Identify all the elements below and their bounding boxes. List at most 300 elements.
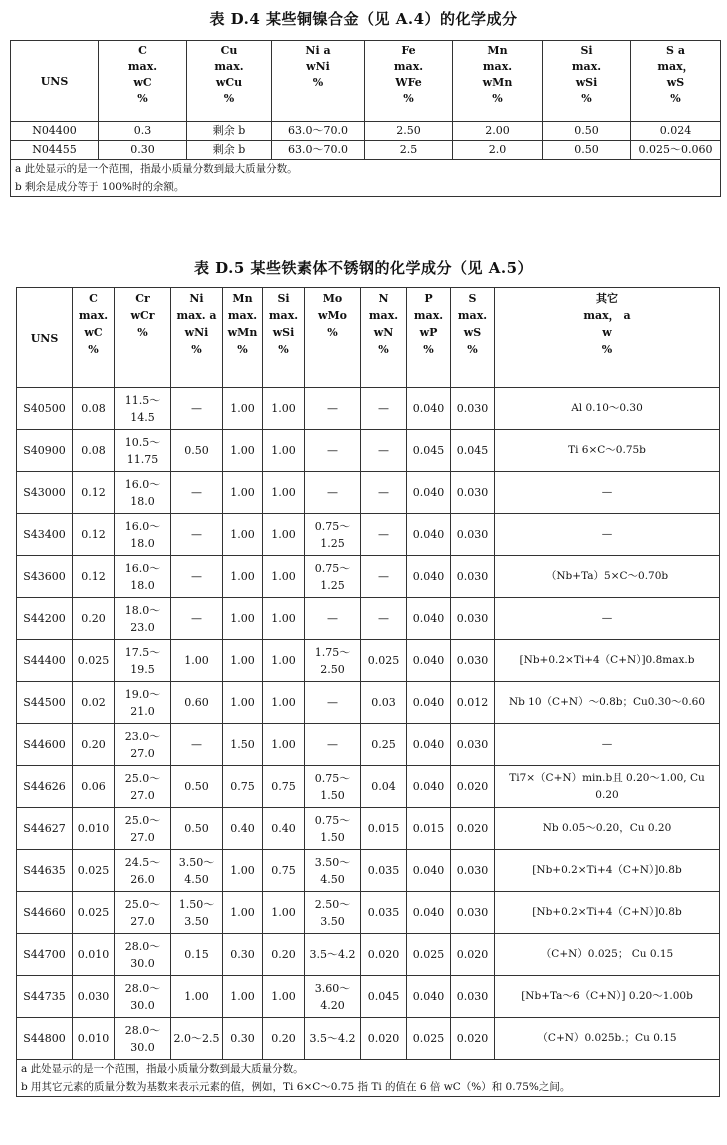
column-header-line: %	[492, 92, 503, 105]
table-row	[11, 141, 721, 160]
table-cell: S44200	[17, 598, 73, 640]
table-cell: 0.08	[73, 430, 115, 472]
table-cell: 0.020	[361, 934, 407, 976]
column-header-line: %	[137, 92, 148, 105]
table-cell: S43400	[17, 514, 73, 556]
column-header	[272, 41, 365, 122]
table-cell: 0.25	[361, 724, 407, 766]
table-row	[17, 724, 720, 766]
table-cell: 0.030	[451, 556, 495, 598]
table-cell: （C+N）0.025； Cu 0.15	[495, 934, 720, 976]
table-cell: —	[305, 682, 361, 724]
table-cell: 1.75～ 2.50	[305, 640, 361, 682]
table-cell: N04400	[11, 122, 99, 141]
table-cell: 0.03	[361, 682, 407, 724]
table-cell: —	[495, 514, 720, 556]
column-header-line: max， a	[583, 309, 631, 322]
table-cell: 1.00	[223, 598, 263, 640]
table-footnote: b 用其它元素的质量分数为基数来表示元素的值，例如，Ti 6×C～0.75 指 Ti 的值在 6 倍 wC（%）和 0.75%之间。	[17, 1078, 720, 1097]
table-cell: 2.0	[453, 141, 543, 160]
table-cell: 0.030	[451, 598, 495, 640]
table-cell: 1.00	[223, 976, 263, 1018]
table-cell: S44500	[17, 682, 73, 724]
table-cell: —	[171, 598, 223, 640]
table-cell: 0.040	[407, 514, 451, 556]
column-header-line: wC	[133, 76, 152, 89]
table-cell: 0.30	[99, 141, 187, 160]
table-cell: 1.00	[223, 850, 263, 892]
column-header-line: Cr	[135, 292, 150, 305]
table-cell: —	[305, 388, 361, 430]
table-cell: 11.5～ 14.5	[115, 388, 171, 430]
table-cell: 0.20	[73, 724, 115, 766]
table-cell: 1.00	[263, 892, 305, 934]
table-cell: 16.0～ 18.0	[115, 472, 171, 514]
column-header-line: max.	[214, 60, 244, 73]
table-cell: 0.20	[73, 598, 115, 640]
column-header	[495, 288, 720, 388]
column-header	[99, 41, 187, 122]
table-cell: 0.50	[171, 766, 223, 808]
table-cell: —	[495, 598, 720, 640]
column-header-line: %	[88, 343, 99, 356]
table-cell: 19.0～ 21.0	[115, 682, 171, 724]
table-cell: 1.00	[223, 640, 263, 682]
table-cell: 1.00	[223, 430, 263, 472]
table-cell: S43000	[17, 472, 73, 514]
column-header-line: %	[581, 92, 592, 105]
table-cell: 0.75～ 1.50	[305, 808, 361, 850]
table-row	[17, 514, 720, 556]
table-cell: 0.040	[407, 892, 451, 934]
table-cell: 0.040	[407, 640, 451, 682]
table-cell: —	[171, 472, 223, 514]
table-footnote: a 此处显示的是一个范围，指最小质量分数到最大质量分数。	[17, 1060, 720, 1079]
table-cell: （C+N）0.025b.；Cu 0.15	[495, 1018, 720, 1060]
table-cell: —	[305, 598, 361, 640]
table-cell: 0.020	[451, 808, 495, 850]
table-cell: 1.00	[263, 472, 305, 514]
table-cell: 0.040	[407, 556, 451, 598]
table-cell: S40900	[17, 430, 73, 472]
column-header	[543, 41, 631, 122]
column-header-line: wNi	[306, 60, 330, 73]
table-cell: —	[361, 472, 407, 514]
table-cell: S40500	[17, 388, 73, 430]
table-cell: —	[361, 598, 407, 640]
column-header	[171, 288, 223, 388]
table-cell: 16.0～ 18.0	[115, 514, 171, 556]
column-header-line: %	[467, 343, 478, 356]
table-cell: S44635	[17, 850, 73, 892]
table-cell: S44735	[17, 976, 73, 1018]
table-cell: 3.5～4.2	[305, 934, 361, 976]
table-cell: —	[495, 724, 720, 766]
table-row	[17, 388, 720, 430]
column-header-line: %	[327, 326, 338, 339]
table-cell: —	[361, 556, 407, 598]
column-header-line: Fe	[401, 44, 416, 57]
table-cell: 24.5～ 26.0	[115, 850, 171, 892]
table-d5-title: 表 D.5 某些铁素体不锈钢的化学成分（见 A.5）	[193, 259, 534, 277]
table-cell: 0.010	[73, 934, 115, 976]
column-header-line: max.	[393, 60, 424, 73]
table-cell: 1.00	[223, 388, 263, 430]
column-header-line: wP	[419, 326, 438, 339]
table-cell: 0.025	[73, 892, 115, 934]
table-cell: 10.5～ 11.75	[115, 430, 171, 472]
table-d5	[16, 287, 720, 1097]
table-cell: —	[171, 514, 223, 556]
table-cell: 0.040	[407, 850, 451, 892]
table-cell: 0.040	[407, 976, 451, 1018]
table-cell: 2.50	[365, 122, 453, 141]
table-cell: 2.5	[365, 141, 453, 160]
table-cell: —	[305, 430, 361, 472]
table-cell: 25.0～ 27.0	[115, 808, 171, 850]
column-header-line: wS	[666, 76, 685, 89]
column-header-line: wCu	[215, 76, 243, 89]
table-cell: —	[361, 430, 407, 472]
column-header	[361, 288, 407, 388]
table-cell: 剩余 b	[187, 122, 272, 141]
table-cell: 3.50～ 4.50	[171, 850, 223, 892]
table-cell: 17.5～ 19.5	[115, 640, 171, 682]
table-cell: 1.00	[263, 682, 305, 724]
table-cell: 1.00	[223, 892, 263, 934]
table-cell: [Nb+0.2×Ti+4（C+N）]0.8max.b	[495, 640, 720, 682]
column-header	[365, 41, 453, 122]
table-row	[17, 934, 720, 976]
table-cell: 0.12	[73, 514, 115, 556]
table-cell: —	[305, 724, 361, 766]
table-cell: 0.015	[361, 808, 407, 850]
table-cell: 0.010	[73, 1018, 115, 1060]
table-row	[17, 766, 720, 808]
table-cell: 0.75～ 1.25	[305, 556, 361, 598]
table-footnote: b 剩余是成分等于 100%时的余额。	[11, 178, 721, 197]
column-header-line: %	[601, 343, 613, 356]
column-header-line: wSi	[575, 76, 598, 89]
table-cell: 0.20	[263, 1018, 305, 1060]
table-cell: Ti 6×C～0.75b	[495, 430, 720, 472]
table-cell: 0.030	[451, 850, 495, 892]
column-header-line: %	[137, 326, 148, 339]
table-cell: 0.030	[451, 472, 495, 514]
column-header-line: %	[312, 76, 324, 89]
table-cell: 0.50	[543, 141, 631, 160]
column-header-line: WFe	[395, 76, 422, 89]
column-header-line: max，	[657, 60, 694, 73]
table-cell: 0.020	[451, 934, 495, 976]
column-header-line: %	[237, 343, 248, 356]
table-cell: 63.0～70.0	[272, 141, 365, 160]
column-header-line: max.	[78, 309, 109, 322]
table-cell: 1.00	[263, 388, 305, 430]
table-cell: 0.040	[407, 766, 451, 808]
column-header-line: max.	[571, 60, 602, 73]
column-header-line: max.	[457, 309, 488, 322]
table-row	[17, 556, 720, 598]
table-cell: —	[361, 388, 407, 430]
column-header-line: S	[468, 292, 477, 305]
table-cell: 2.0～2.5	[171, 1018, 223, 1060]
table-cell: —	[171, 388, 223, 430]
table-cell: 0.40	[263, 808, 305, 850]
table-cell: 0.030	[451, 976, 495, 1018]
table-cell: 0.30	[223, 934, 263, 976]
table-cell: 0.045	[451, 430, 495, 472]
column-header-line: wN	[373, 326, 394, 339]
column-header-line: wSi	[272, 326, 295, 339]
column-header-line: Ni	[189, 292, 204, 305]
table-cell: —	[495, 472, 720, 514]
table-cell: 0.75～ 1.50	[305, 766, 361, 808]
table-cell: N04455	[11, 141, 99, 160]
header-row	[11, 41, 721, 122]
table-d4	[10, 40, 721, 197]
table-cell: 0.025	[73, 850, 115, 892]
table-cell: 0.02	[73, 682, 115, 724]
column-header-line: P	[424, 292, 433, 305]
table-cell: 25.0～ 27.0	[115, 892, 171, 934]
column-header	[453, 41, 543, 122]
table-cell: 0.012	[451, 682, 495, 724]
table-cell: 1.00	[171, 640, 223, 682]
table-cell: Ti7×（C+N）min.b且 0.20～1.00, Cu 0.20	[495, 766, 720, 808]
table-cell: 0.12	[73, 556, 115, 598]
table-cell: S44700	[17, 934, 73, 976]
table-cell: 0.75	[223, 766, 263, 808]
table-cell: 剩余 b	[187, 141, 272, 160]
column-header	[407, 288, 451, 388]
table-cell: 1.00	[263, 640, 305, 682]
table-cell: 18.0～ 23.0	[115, 598, 171, 640]
column-header-line: max.	[482, 60, 513, 73]
table-row	[17, 976, 720, 1018]
table-cell: [Nb+0.2×Ti+4（C+N）]0.8b	[495, 892, 720, 934]
table-cell: 0.020	[451, 766, 495, 808]
column-header-line: wNi	[184, 326, 209, 339]
table-cell: 1.00	[223, 556, 263, 598]
table-cell: 0.75	[263, 850, 305, 892]
table-cell: 0.025～0.060	[631, 141, 721, 160]
table-cell: [Nb+0.2×Ti+4（C+N）]0.8b	[495, 850, 720, 892]
table-row	[11, 122, 721, 141]
column-header-line: Mn	[232, 292, 253, 305]
table-cell: 0.030	[451, 388, 495, 430]
table-cell: 63.0～70.0	[272, 122, 365, 141]
table-cell: 1.50	[223, 724, 263, 766]
column-header-line: %	[423, 343, 434, 356]
table-cell: 0.75～ 1.25	[305, 514, 361, 556]
column-header	[115, 288, 171, 388]
table-cell: （Nb+Ta）5×C～0.70b	[495, 556, 720, 598]
column-header-line: UNS	[40, 75, 69, 88]
table-row	[17, 472, 720, 514]
column-header	[631, 41, 721, 122]
table-cell: 0.06	[73, 766, 115, 808]
table-cell: 1.00	[223, 682, 263, 724]
table-cell: 1.00	[263, 556, 305, 598]
column-header-line: max.	[368, 309, 399, 322]
column-header-line: wMn	[227, 326, 258, 339]
table-cell: 1.00	[171, 976, 223, 1018]
table-cell: 1.00	[223, 514, 263, 556]
table-cell: 0.50	[171, 808, 223, 850]
column-header	[451, 288, 495, 388]
column-header-line: N	[378, 292, 389, 305]
table-cell: 0.030	[451, 892, 495, 934]
table-cell: 16.0～ 18.0	[115, 556, 171, 598]
column-header-line: Cu	[220, 44, 238, 57]
table-cell: 0.045	[361, 976, 407, 1018]
table-cell: 0.025	[73, 640, 115, 682]
table-cell: S44627	[17, 808, 73, 850]
table-cell: 0.020	[451, 1018, 495, 1060]
table-cell: 1.50～ 3.50	[171, 892, 223, 934]
table-cell: 0.40	[223, 808, 263, 850]
column-header-line: max.	[413, 309, 444, 322]
table-cell: Nb 10（C+N）～0.8b；Cu0.30～0.60	[495, 682, 720, 724]
table-cell: 0.030	[73, 976, 115, 1018]
column-header-line: wS	[463, 326, 482, 339]
table-cell: 1.00	[263, 430, 305, 472]
column-header-line: 其它	[596, 292, 618, 305]
column-header-line: Si	[580, 44, 593, 57]
table-cell: 0.3	[99, 122, 187, 141]
column-header-line: wCr	[130, 309, 155, 322]
column-header-line: wMo	[318, 309, 347, 322]
table-cell: 0.75	[263, 766, 305, 808]
column-header-line: max. a	[176, 309, 217, 322]
table-cell: 28.0～ 30.0	[115, 976, 171, 1018]
table-cell: 0.60	[171, 682, 223, 724]
column-header-line: %	[403, 92, 414, 105]
table-cell: 3.5～4.2	[305, 1018, 361, 1060]
table-cell: 0.040	[407, 388, 451, 430]
table-cell: S43600	[17, 556, 73, 598]
column-header	[223, 288, 263, 388]
table-cell: 2.00	[453, 122, 543, 141]
table-cell: 0.15	[171, 934, 223, 976]
table-cell: 0.040	[407, 472, 451, 514]
table-cell: 0.015	[407, 808, 451, 850]
column-header-line: %	[378, 343, 389, 356]
column-header-line: max.	[127, 60, 158, 73]
table-row	[17, 598, 720, 640]
table-cell: 1.00	[263, 514, 305, 556]
table-cell: 1.00	[263, 976, 305, 1018]
table-cell: 1.00	[223, 472, 263, 514]
column-header-line: %	[278, 343, 289, 356]
column-header	[263, 288, 305, 388]
column-header-line: w	[602, 326, 612, 339]
column-header-line: %	[670, 92, 681, 105]
table-cell: 23.0～ 27.0	[115, 724, 171, 766]
table-cell: 0.024	[631, 122, 721, 141]
table-row	[17, 808, 720, 850]
table-cell: 0.50	[171, 430, 223, 472]
column-header-line: wMn	[482, 76, 513, 89]
table-cell: —	[305, 472, 361, 514]
table-cell: 0.045	[407, 430, 451, 472]
table-cell: 28.0～ 30.0	[115, 1018, 171, 1060]
table-cell: 0.12	[73, 472, 115, 514]
table-row	[17, 1018, 720, 1060]
table-cell: 0.030	[451, 514, 495, 556]
table-cell: 0.040	[407, 598, 451, 640]
table-row	[17, 430, 720, 472]
table-cell: 25.0～ 27.0	[115, 766, 171, 808]
table-cell: 0.040	[407, 682, 451, 724]
table-cell: 0.010	[73, 808, 115, 850]
table-cell: 3.60～ 4.20	[305, 976, 361, 1018]
table-cell: 0.030	[451, 724, 495, 766]
column-header-line: C	[89, 292, 98, 305]
table-cell: —	[171, 556, 223, 598]
column-header-line: max.	[268, 309, 299, 322]
column-header	[305, 288, 361, 388]
table-cell: 2.50～ 3.50	[305, 892, 361, 934]
table-cell: 1.00	[263, 724, 305, 766]
table-cell: 3.50～ 4.50	[305, 850, 361, 892]
table-cell: 0.50	[543, 122, 631, 141]
table-cell: 0.040	[407, 724, 451, 766]
table-cell: 0.30	[223, 1018, 263, 1060]
table-cell: S44660	[17, 892, 73, 934]
table-cell: S44400	[17, 640, 73, 682]
table-cell: 0.04	[361, 766, 407, 808]
column-header	[17, 288, 73, 388]
table-cell: 0.035	[361, 892, 407, 934]
column-header-line: Ni a	[305, 44, 331, 57]
column-header-line: S a	[666, 44, 685, 57]
table-footnote: a 此处显示的是一个范围，指最小质量分数到最大质量分数。	[11, 160, 721, 179]
table-row	[17, 640, 720, 682]
column-header-line: C	[138, 44, 147, 57]
column-header	[73, 288, 115, 388]
column-header-line: Si	[277, 292, 290, 305]
table-cell: 28.0～ 30.0	[115, 934, 171, 976]
column-header-line: wC	[84, 326, 103, 339]
table-cell: 0.20	[263, 934, 305, 976]
table-cell: 1.00	[263, 598, 305, 640]
table-cell: Al 0.10～0.30	[495, 388, 720, 430]
column-header-line: %	[223, 92, 235, 105]
table-cell: Nb 0.05～0.20，Cu 0.20	[495, 808, 720, 850]
table-cell: —	[171, 724, 223, 766]
table-cell: S44600	[17, 724, 73, 766]
column-header-line: UNS	[30, 332, 59, 345]
table-cell: [Nb+Ta～6（C+N）] 0.20～1.00b	[495, 976, 720, 1018]
table-cell: S44800	[17, 1018, 73, 1060]
column-header	[11, 41, 99, 122]
header-row	[17, 288, 720, 388]
table-row	[17, 682, 720, 724]
table-cell: 0.025	[407, 1018, 451, 1060]
column-header-line: Mo	[322, 292, 343, 305]
table-cell: 0.08	[73, 388, 115, 430]
table-cell: 0.025	[361, 640, 407, 682]
column-header-line: %	[191, 343, 202, 356]
column-header-line: max.	[227, 309, 258, 322]
table-cell: 0.035	[361, 850, 407, 892]
column-header-line: Mn	[487, 44, 508, 57]
table-cell: 0.025	[407, 934, 451, 976]
table-row	[17, 850, 720, 892]
table-cell: 0.030	[451, 640, 495, 682]
